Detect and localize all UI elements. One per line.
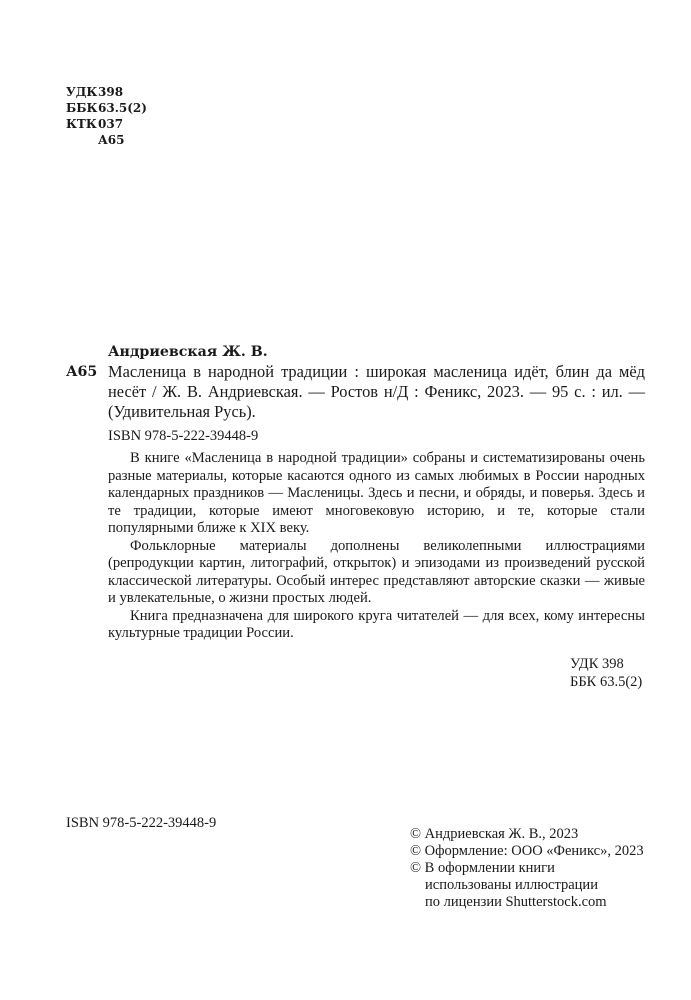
udk-value: 398 — [98, 85, 124, 99]
bbk-row — [66, 100, 147, 116]
isbn-top: ISBN 978-5-222-39448-9 — [108, 428, 259, 444]
annotation-paragraph: Фольклорные материалы дополнены великолепными иллюстрациями (репродукции картин, литографий, открыток) и эпизодами из произведений русской классической литературы. Особый интерес представляют авторские сказки — живые и увлекательные, о жизни простых людей. — [108, 537, 645, 606]
ktk-row — [66, 116, 147, 132]
bbk-label: ББК — [66, 101, 98, 115]
isbn-bottom: ISBN 978-5-222-39448-9 — [66, 815, 217, 831]
bbk-value: 63.5(2) — [98, 101, 147, 115]
annotation — [108, 450, 645, 643]
bib-author: Андриевская Ж. В. — [108, 344, 268, 360]
udk-row — [66, 84, 147, 100]
copyright-illustrations: © В оформлении книги — [410, 860, 555, 876]
copyright-license: по лицензии Shutterstock.com — [425, 894, 607, 910]
ktk-label: КТК — [66, 117, 97, 131]
bbk-right: ББК 63.5(2) — [570, 673, 643, 690]
bib-description: Масленица в народной традиции : широкая масленица идёт, блин да мёд несёт / Ж. В. Андриевская. — Ростов н/Д : Феникс, 2023. — 95 с. : ил. — (Удивительная Русь). — [108, 362, 645, 421]
copyright-block — [410, 826, 660, 911]
annotation-paragraph: В книге «Масленица в народной традиции» собраны и систематизированы очень разные материалы, которые касаются одного из самых любимых в России народных календарных праздников — Масленицы. Здесь и песни, и обряды, и поверья. Здесь и те традиции, которые имеют многовековую историю, и те, которые стали популярными ближе к XIX веку. — [108, 450, 645, 536]
bib-author-code: А65 — [66, 364, 98, 380]
udk-right: УДК 398 — [570, 656, 624, 672]
author-mark-row — [66, 132, 147, 148]
copyright-design: © Оформление: ООО «Феникс», 2023 — [410, 843, 644, 859]
ktk-value: 037 — [98, 117, 124, 131]
index-right — [570, 656, 642, 691]
copyright-illustrations-cont: использованы иллюстрации — [425, 877, 598, 893]
annotation-paragraph: Книга предназначена для широкого круга читателей — для всех, кому интересны культурные традиции России. — [108, 607, 645, 641]
copyright-author: © Андриевская Ж. В., 2023 — [410, 826, 579, 842]
classification-block — [66, 84, 147, 148]
author-mark: А65 — [98, 133, 125, 147]
udk-label: УДК — [66, 85, 98, 99]
